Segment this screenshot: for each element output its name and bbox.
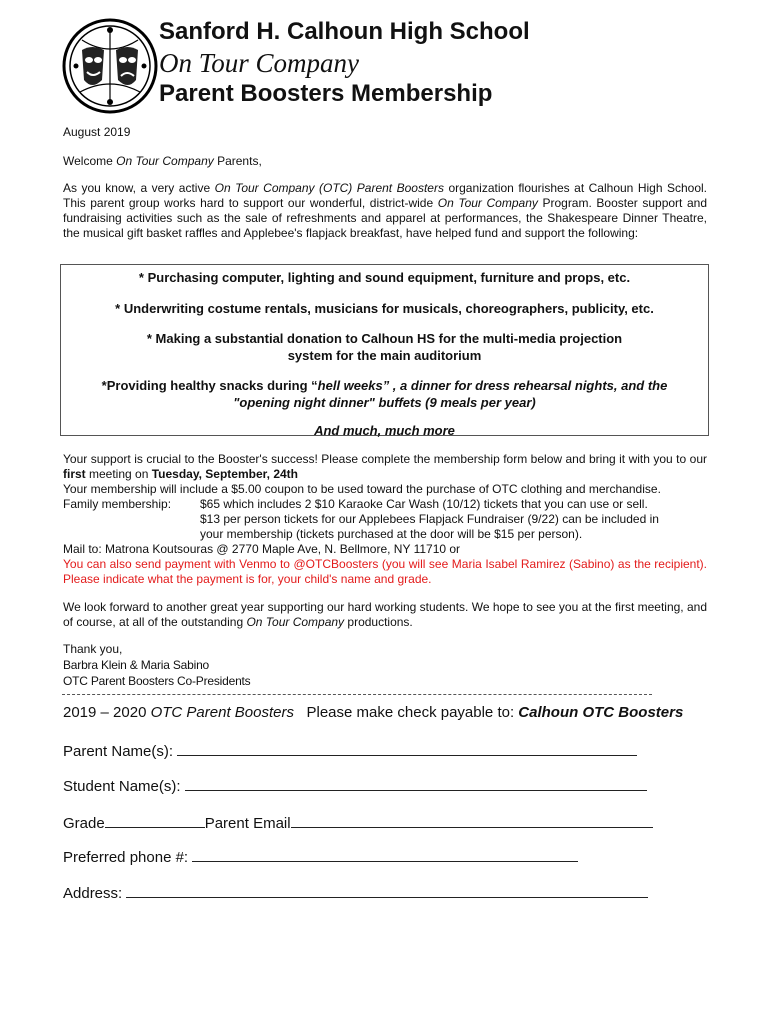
phone-row [63,845,578,868]
form-heading: 2019 – 2020 OTC Parent Boosters Please make check payable to: Calhoun OTC Boosters [63,704,684,721]
student-name-label: Student Name(s): [63,778,185,795]
support-list-box [60,264,709,436]
address-row [63,881,648,904]
phone-field[interactable] [192,845,578,862]
support-item: And much, much more [314,423,455,438]
school-name: Sanford H. Calhoun High School [159,18,530,45]
letter-date: August 2019 [63,125,131,139]
parent-name-label: Parent Name(s): [63,743,178,760]
mailing-address: Mail to: Matrona Koutsouras @ 2770 Maple Ave, N. Bellmore, NY 11710 or [63,542,461,556]
support-item: *Providing healthy snacks during “hell weeks” , a dinner for dress rehearsal nights, and the "opening night dinner" buffets (9 meals per year) [101,378,668,410]
student-name-row [63,774,647,797]
signer-role: OTC Parent Boosters Co-Presidents [63,674,251,688]
parent-email-label: Parent Email [204,815,291,832]
coupon-info: Your membership will include a $5.00 coupon to be used toward the purchase of OTC clothing and merchandise. [63,482,661,496]
parent-name-row [63,739,637,762]
support-item: * Making a substantial donation to Calhoun HS for the multi-media projection system for the main auditorium [146,331,623,363]
parent-name-field[interactable] [177,739,637,756]
grade-field[interactable] [105,811,205,828]
address-label: Address: [63,885,127,902]
support-section [63,452,707,587]
signer-names: Barbra Klein & Maria Sabino [63,658,210,672]
address-field[interactable] [126,881,648,898]
parent-email-field[interactable] [291,811,653,828]
grade-email-row [63,811,653,834]
letterhead [62,16,722,116]
phone-label: Preferred phone #: [63,849,193,866]
meeting-info: Your support is crucial to the Booster's success! Please complete the membership form below and bring it with you to our first meeting on Tuesday, September, 24th [63,452,707,481]
grade-label: Grade [63,815,105,832]
program-title: Parent Boosters Membership [159,80,493,107]
venmo-note: You can also send payment with Venmo to @OTCBoosters (you will see Maria Isabel Ramirez (Sabino) as the recipient). Please indicate what the payment is for, your child's name and grade. [63,557,707,586]
company-name: On Tour Company [159,48,360,78]
greeting: Welcome On Tour Company Parents, [63,154,262,168]
student-name-field[interactable] [185,774,647,791]
support-item: * Purchasing computer, lighting and sound equipment, furniture and props, etc. [138,270,631,285]
family-membership: Family membership: $65 which includes 2 $10 Karaoke Car Wash (10/12) tickets that you can use or sell. $13 per person tickets for our Applebees Flapjack Fundraiser (9/22) can be included in your membership (tickets purchased at the door will be $15 per person). [63,497,659,541]
closing-paragraph: We look forward to another great year supporting our hard working students. We hope to see you at the first meeting, and of course, at all of the outstanding On Tour Company productions. [63,600,707,629]
thanks: Thank you, [63,642,123,656]
drama-masks-logo-icon [62,18,158,114]
intro-paragraph: As you know, a very active On Tour Company (OTC) Parent Boosters organization flourishes at Calhoun High School. This parent group works hard to support our wonderful, district-wide On Tour Company Program. Booster support and fundraising activities such as the sale of refreshments and apparel at performances, the Shakespeare Dinner Theatre, the musical gift basket raffles and Applebee's flapjack breakfast, have helped fund and support the following: [63,181,708,240]
support-item: * Underwriting costume rentals, musicians for musicals, choreographers, publicity, etc. [115,301,654,316]
cut-line-divider [62,694,652,695]
